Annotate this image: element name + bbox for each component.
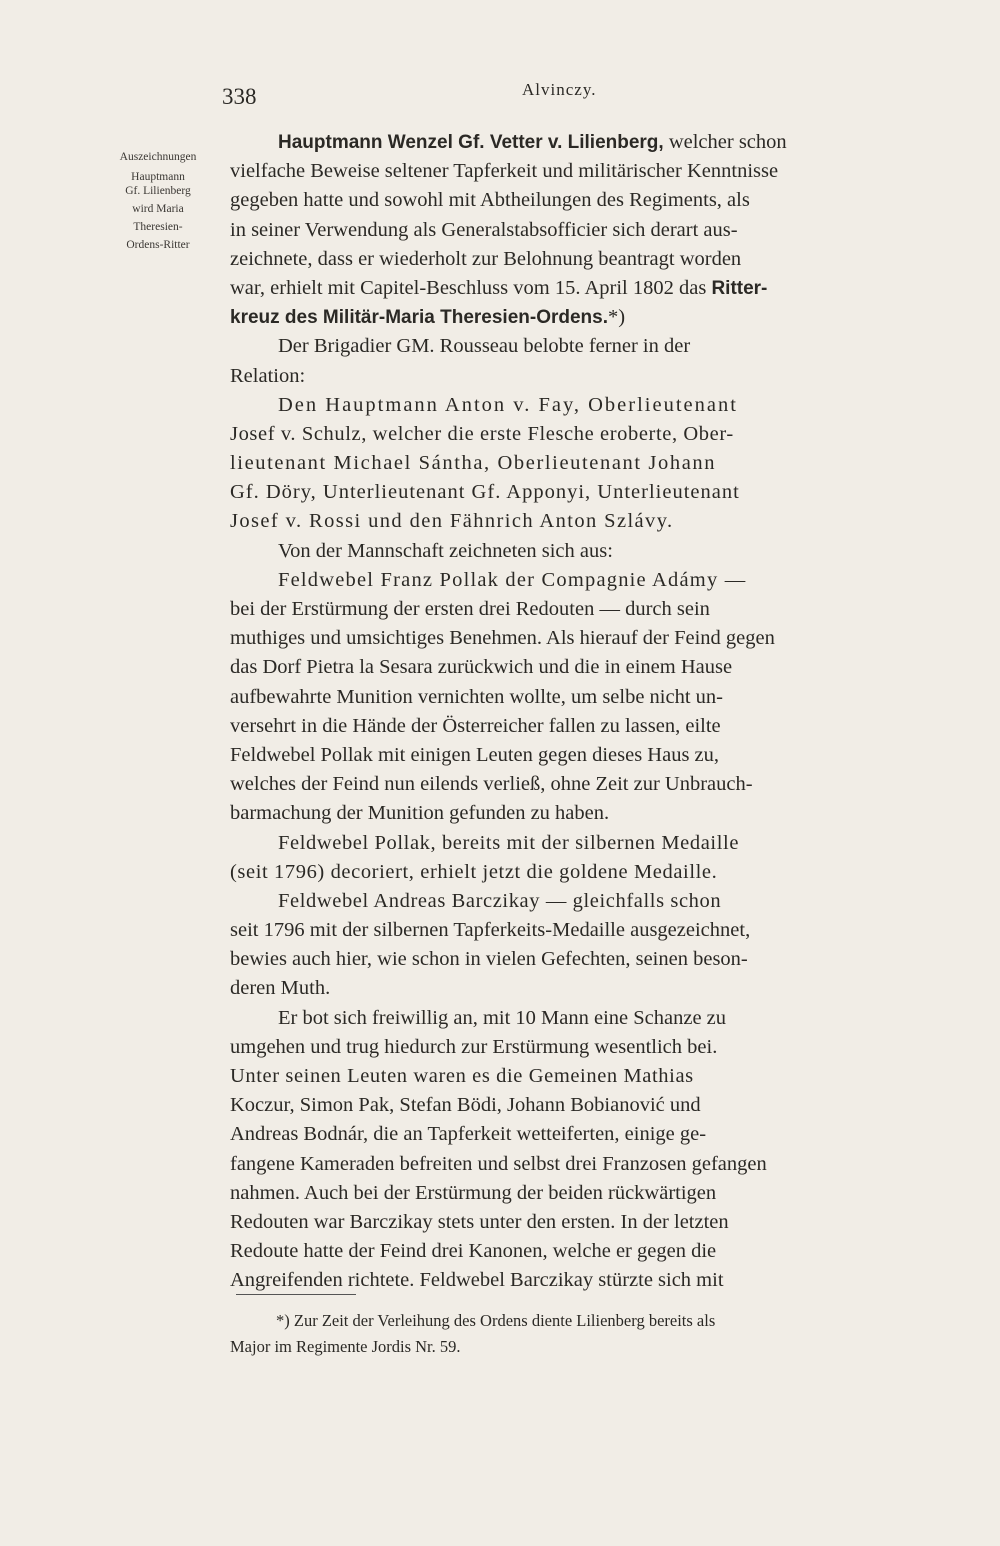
body-text (230, 128, 908, 1296)
text-line: Gf. Döry, Unterlieutenant Gf. Apponyi, Unterlieutenant (230, 481, 740, 504)
text-line: gegeben hatte und sowohl mit Abtheilungen des Regiments, als (230, 189, 750, 212)
text-line: zeichnete, dass er wiederholt zur Belohnung beantragt worden (230, 247, 742, 270)
text-fragment: war, erhielt mit Capitel-Beschluss vom 15. April 1802 das (230, 276, 712, 299)
text-line: lieutenant Michael Sántha, Oberlieutenant Johann (230, 452, 717, 475)
text-line: bewies auch hier, wie schon in vielen Gefechten, seinen beson- (230, 948, 748, 971)
text-line: Er bot sich freiwillig an, mit 10 Mann eine Schanze zu (278, 1006, 727, 1029)
text-line: Feldwebel Franz Pollak der Compagnie Adámy — (278, 568, 747, 591)
footnote-divider (236, 1294, 356, 1295)
text-line (230, 274, 908, 303)
text-line: seit 1796 mit der silbernen Tapferkeits-Medaille ausgezeichnet, (230, 919, 751, 942)
margin-note-line: Gf. Lilienberg (125, 185, 191, 197)
text-fragment: welcher schon (663, 131, 787, 153)
text-line: Redoute hatte der Feind drei Kanonen, welche er gegen die (230, 1240, 717, 1263)
text-line: barmachung der Munition gefunden zu haben. (230, 802, 610, 825)
text-line: Koczur, Simon Pak, Stefan Bödi, Johann Bobianović und (230, 1094, 701, 1117)
margin-note-line: Auszeichnungen (119, 151, 197, 163)
text-line: versehrt in die Hände der Österreicher fallen zu lassen, eilte (230, 714, 721, 737)
footnote-marker: *) (608, 306, 626, 329)
margin-note-line: Theresien- (133, 221, 183, 233)
page-number: 338 (222, 84, 257, 109)
text-line: Andreas Bodnár, die an Tapferkeit wetteiferten, einige ge- (230, 1123, 707, 1146)
margin-note-line: Hauptmann (131, 171, 185, 183)
bold-order: kreuz des Militär-Maria Theresien-Ordens. (230, 307, 609, 329)
text-line: Den Hauptmann Anton v. Fay, Oberlieutenant (278, 393, 738, 416)
text-line: welches der Feind nun eilends verließ, ohne Zeit zur Unbrauch- (230, 773, 753, 796)
text-line: (seit 1796) decoriert, erhielt jetzt die goldene Medaille. (230, 860, 718, 883)
text-line: Feldwebel Andreas Barczikay — gleichfalls schon (278, 889, 722, 912)
text-line: deren Muth. (230, 977, 331, 1000)
text-line (230, 303, 908, 332)
text-line: Feldwebel Pollak mit einigen Leuten gegen dieses Haus zu, (230, 743, 720, 766)
margin-note-line: wird Maria (132, 203, 184, 215)
text-line: Der Brigadier GM. Rousseau belobte ferner in der (278, 335, 691, 358)
text-line: Relation: (230, 364, 306, 387)
text-line: fangene Kameraden befreiten und selbst drei Franzosen gefangen (230, 1152, 767, 1175)
text-line: Feldwebel Pollak, bereits mit der silbernen Medaille (278, 831, 740, 854)
text-line: aufbewahrte Munition vernichten wollte, um selbe nicht un- (230, 685, 724, 708)
footnote-line: *) Zur Zeit der Verleihung des Ordens diente Lilienberg bereits als (276, 1311, 716, 1330)
text-line: Josef v. Schulz, welcher die erste Flesche eroberte, Ober- (230, 422, 734, 445)
text-line: muthiges und umsichtiges Benehmen. Als hierauf der Feind gegen (230, 627, 775, 650)
margin-note-line: Ordens-Ritter (126, 239, 190, 251)
text-line: in seiner Verwendung als Generalstabsofficier sich derart aus- (230, 218, 738, 241)
text-line: Angreifenden richtete. Feldwebel Barczikay stürzte sich mit (230, 1269, 724, 1292)
text-line: Josef v. Rossi und den Fähnrich Anton Szlávy. (230, 510, 674, 533)
margin-note (90, 150, 226, 252)
bold-order: Ritter- (711, 277, 768, 299)
text-line: Redouten war Barczikay stets unter den ersten. In der letzten (230, 1210, 729, 1233)
text-line: vielfache Beweise seltener Tapferkeit und militärischer Kenntnisse (230, 160, 779, 183)
text-line: nahmen. Auch bei der Erstürmung der beiden rückwärtigen (230, 1181, 717, 1204)
text-line: Unter seinen Leuten waren es die Gemeinen Mathias (230, 1065, 694, 1087)
text-line: umgehen und trug hiedurch zur Erstürmung wesentlich bei. (230, 1035, 718, 1058)
bold-name: Hauptmann Wenzel Gf. Vetter v. Lilienberg, (278, 132, 664, 153)
text-line (230, 128, 908, 157)
running-title: Alvinczy. (522, 80, 597, 99)
text-line: Von der Mannschaft zeichneten sich aus: (278, 539, 613, 562)
footnote (230, 1308, 908, 1360)
footnote-line: Major im Regimente Jordis Nr. 59. (230, 1337, 461, 1356)
text-line: bei der Erstürmung der ersten drei Redouten — durch sein (230, 598, 710, 620)
text-line: das Dorf Pietra la Sesara zurückwich und die in einem Hause (230, 656, 733, 679)
